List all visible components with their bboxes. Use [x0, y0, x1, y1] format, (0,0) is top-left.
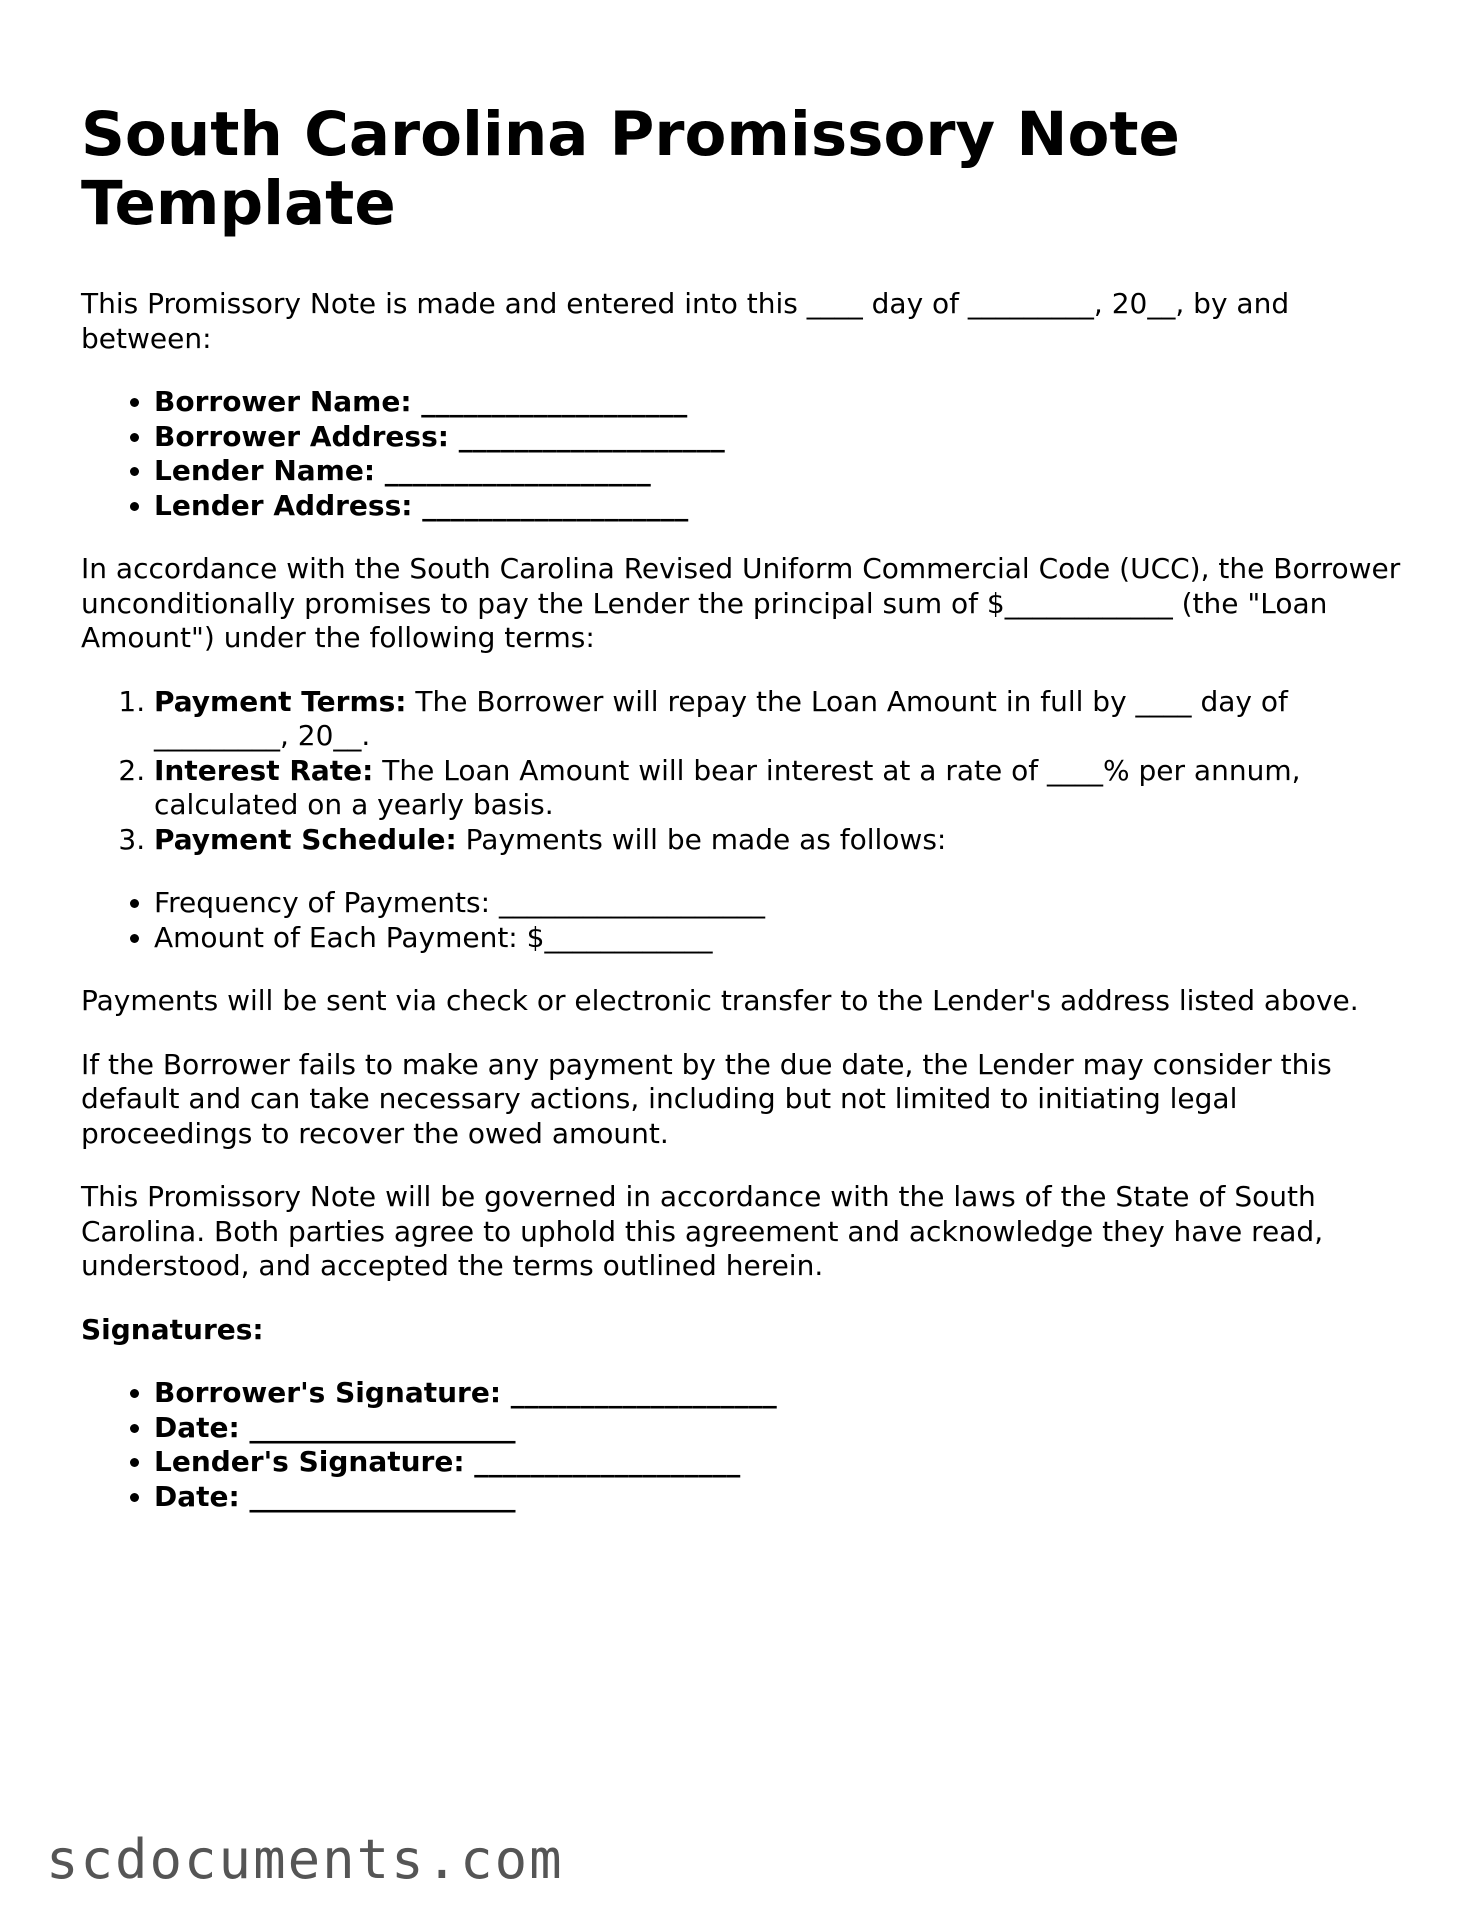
- document-body: [81, 100, 1411, 1543]
- term-label: Interest Rate:: [154, 753, 374, 787]
- term-text: The Borrower will repay the Loan Amount in full by ____ day of _________, 20__.: [154, 684, 1288, 752]
- field-label: Date:: [154, 1410, 240, 1444]
- terms-list: [81, 685, 1411, 858]
- intro-paragraph: This Promissory Note is made and entered into this ____ day of _________, 20__, by and between:: [81, 287, 1290, 355]
- signature-borrower-date: [154, 1411, 1411, 1446]
- schedule-list: [81, 886, 1411, 955]
- signature-borrower: [154, 1376, 1411, 1411]
- blank-line: ___________________: [249, 1410, 516, 1444]
- signatures-list: [81, 1376, 1411, 1514]
- blank-line: ___________________: [384, 454, 651, 487]
- party-lender-address: [154, 489, 1411, 524]
- document-title: South Carolina Promissory Note Template: [81, 99, 1180, 239]
- term-payment-terms: [154, 685, 1411, 754]
- schedule-frequency: • Frequency of Payments: ___________________: [154, 886, 1411, 921]
- blank-line: ___________________: [249, 1479, 516, 1513]
- term-label: Payment Schedule:: [154, 822, 457, 856]
- signatures-heading: Signatures:: [81, 1312, 264, 1346]
- field-label: Borrower Name:: [154, 385, 412, 418]
- schedule-amount: • Amount of Each Payment: $____________: [154, 921, 1411, 956]
- field-label: Lender Address:: [154, 488, 413, 522]
- blank-line: ___________________: [510, 1376, 777, 1409]
- field-label: Lender Name:: [154, 454, 376, 487]
- default-paragraph: If the Borrower fails to make any payment by the due date, the Lender may consider this default and can take necessary actions, including but not limited to initiating legal proceedings to recover the owed amount.: [81, 1047, 1332, 1150]
- blank-line: ___________________: [474, 1445, 741, 1478]
- term-text: The Loan Amount will bear interest at a rate of ____% per annum, calculated on a yearly basis.: [154, 753, 1301, 821]
- principal-paragraph: In accordance with the South Carolina Revised Uniform Commercial Code (UCC), the Borrower unconditionally promises to pay the Lender the principal sum of $____________ (the "Loan Amount") under the following terms:: [81, 552, 1401, 654]
- blank-line: ___________________: [458, 419, 725, 453]
- parties-list: [81, 385, 1411, 523]
- term-payment-schedule: [154, 823, 1411, 858]
- blank-line: ___________________: [421, 385, 688, 418]
- term-text: Payments will be made as follows:: [465, 822, 947, 856]
- governing-law-paragraph: This Promissory Note will be governed in accordance with the laws of the State of South Carolina. Both parties agree to uphold this agreement and acknowledge they have read, understood, and accepted the terms outlined herein.: [81, 1180, 1324, 1282]
- term-label: Payment Terms:: [154, 684, 407, 718]
- field-label: Date:: [154, 1479, 240, 1513]
- party-lender-name: [154, 454, 1411, 489]
- field-label: Lender's Signature:: [154, 1445, 465, 1478]
- party-borrower-name: [154, 385, 1411, 420]
- field-label: Borrower Address:: [154, 419, 449, 453]
- payment-method-paragraph: Payments will be sent via check or electronic transfer to the Lender's address listed above.: [81, 984, 1359, 1017]
- blank-line: ___________________: [422, 488, 689, 522]
- signature-lender: [154, 1445, 1411, 1480]
- field-label: Borrower's Signature:: [154, 1376, 502, 1409]
- party-borrower-address: [154, 420, 1411, 455]
- site-watermark: scdocuments.com: [46, 1828, 564, 1891]
- term-interest-rate: [154, 754, 1411, 823]
- signature-lender-date: [154, 1480, 1411, 1515]
